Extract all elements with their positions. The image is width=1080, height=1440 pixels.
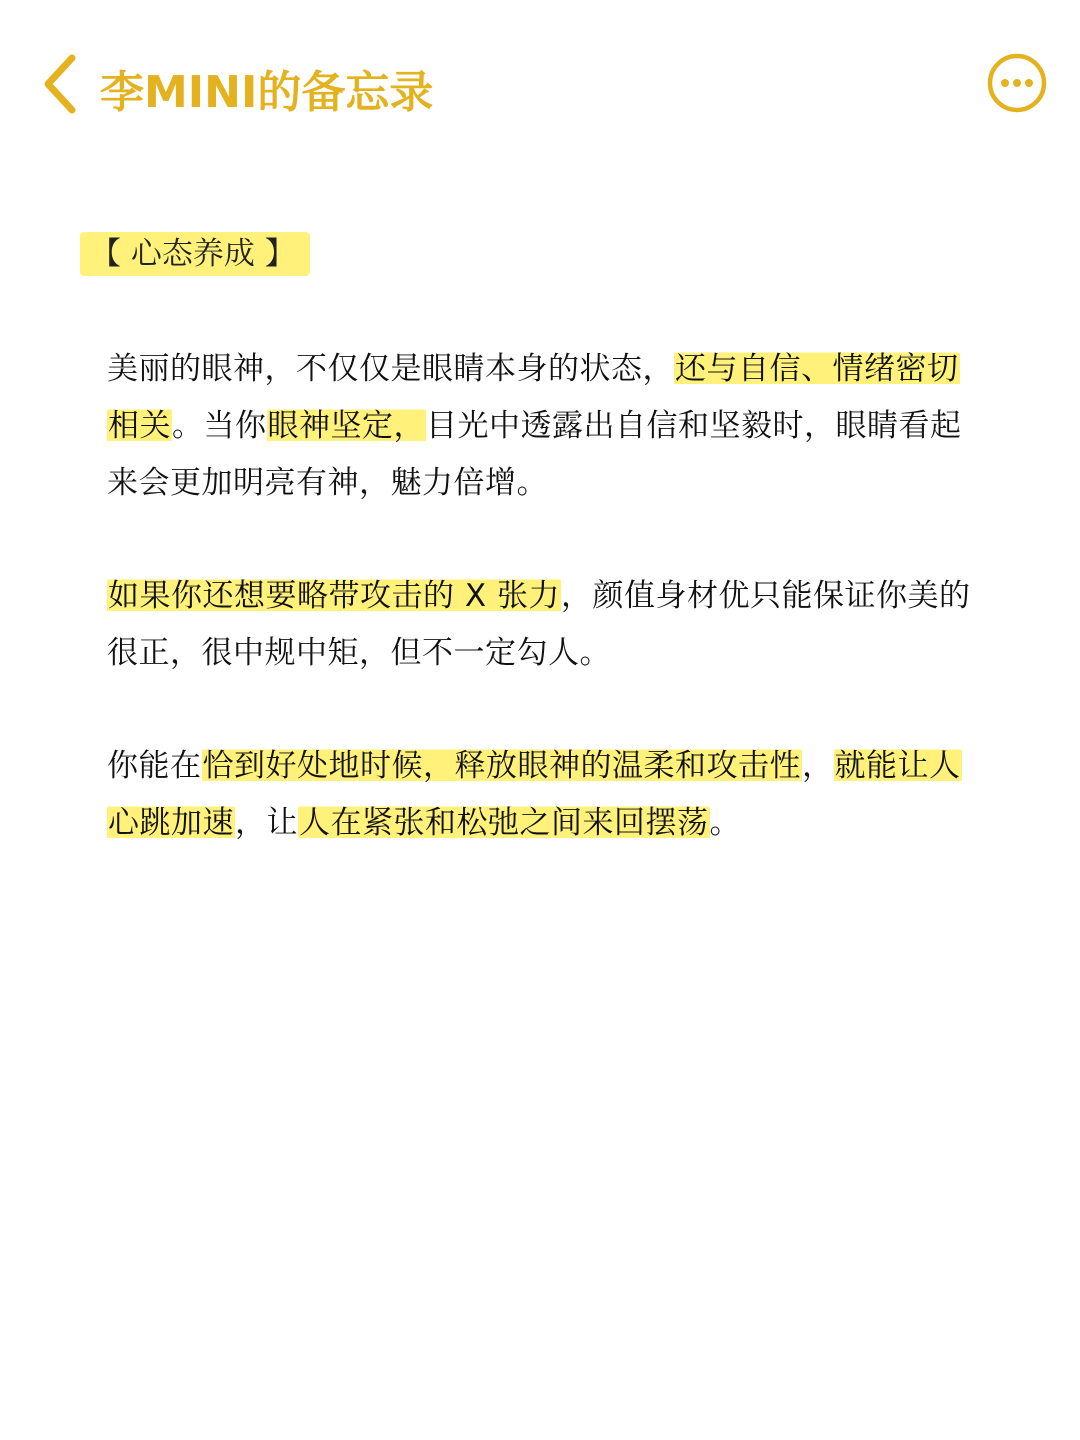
paragraph-1 [107,341,977,512]
more-options-button[interactable] [986,52,1048,114]
chevron-left-icon [40,52,80,116]
highlighted-text: 如果你还想要略带攻击的 X 张力 [108,578,560,614]
paragraph-3 [107,738,977,852]
paragraph-segment: ，颜值身材优只能保证你美的很正，很中规中矩，但不一定勾人。 [107,578,971,671]
back-button[interactable] [30,48,90,120]
highlighted-text: 眼神坚定， [267,408,425,444]
more-horizontal-icon [986,52,1048,114]
section-tag: 【 心态养成 】 [80,232,310,276]
paragraph-segment: ，让 [235,805,298,841]
highlighted-text: 就能让人心跳加速 [108,748,961,841]
highlighted-text: 人在紧张和松弛之间来回摆荡 [299,805,709,841]
paragraph-segment: 目光中透露出自信和坚毅时，眼睛看起来会更加明亮有神，魅力倍增。 [107,408,962,501]
paragraph-segment: 。当你 [172,408,267,444]
paragraph-2 [107,568,977,682]
paragraph-segment: 你能在 [107,748,202,784]
highlighted-text: 恰到好处地时候，释放眼神的温柔和攻击性 [202,748,801,784]
page-title: 李MINI的备忘录 [100,67,434,118]
paragraph-segment: 。 [709,805,741,841]
paragraph-segment: 美丽的眼神，不仅仅是眼睛本身的状态， [107,351,674,387]
highlighted-text: 还与自信、情绪密切相关 [108,351,959,444]
paragraph-segment: ， [802,748,834,784]
navigation-bar [0,0,1080,170]
